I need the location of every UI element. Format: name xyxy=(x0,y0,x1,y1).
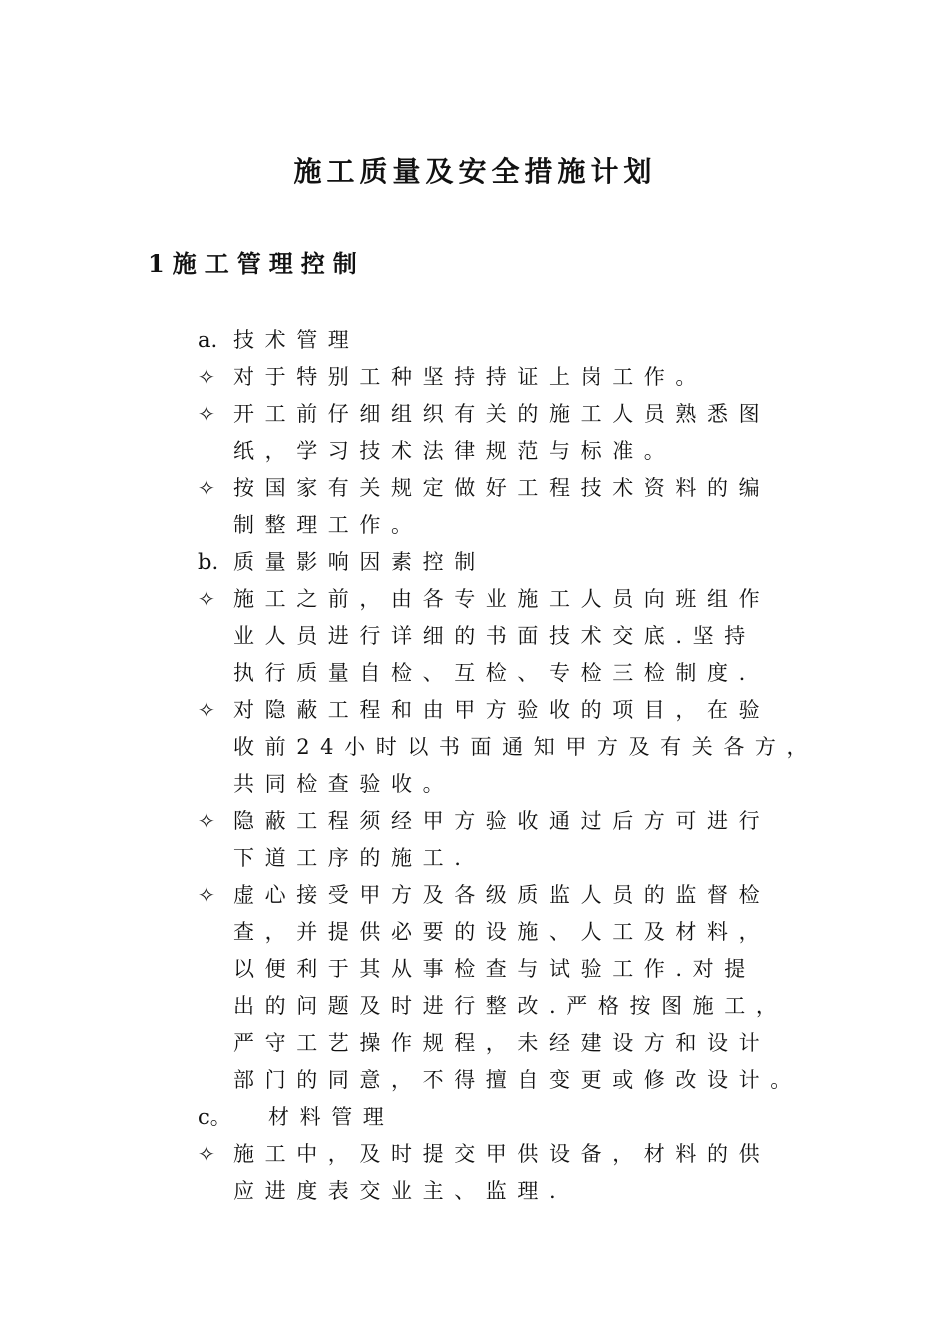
four-pointed-star-icon: ✧ xyxy=(198,587,215,611)
line-text: 共同检查验收。 xyxy=(233,772,455,796)
line-text: 部门的同意，不得擅自变更或修改设计。 xyxy=(233,1068,802,1092)
line-text: 对于特别工种坚持持证上岗工作。 xyxy=(233,365,707,389)
line-text: 执行质量自检、互检、专检三检制度. xyxy=(233,661,756,685)
four-pointed-star-icon: ✧ xyxy=(198,1142,215,1166)
line-text: 虚心接受甲方及各级质监人员的监督检 xyxy=(233,883,771,907)
line-text: 开工前仔细组织有关的施工人员熟悉图 xyxy=(233,402,771,426)
line-text: 应进度表交业主、监理. xyxy=(233,1179,567,1203)
subsection-title: 技术管理 xyxy=(233,328,360,352)
line-text: 下道工序的施工. xyxy=(233,846,472,870)
subsection-mark: a. xyxy=(198,328,218,352)
four-pointed-star-icon: ✧ xyxy=(198,883,215,907)
bullet-item xyxy=(198,803,838,840)
four-pointed-star-icon: ✧ xyxy=(198,402,215,426)
four-pointed-star-icon: ✧ xyxy=(198,476,215,500)
line-text: 纸，学习技术法律规范与标准。 xyxy=(233,439,676,463)
bullet-continuation xyxy=(198,655,838,692)
bullet-continuation xyxy=(198,951,838,988)
subsection-title: 质量影响因素控制 xyxy=(233,550,486,574)
bullet-item xyxy=(198,359,838,396)
bullet-continuation xyxy=(198,914,838,951)
four-pointed-star-icon: ✧ xyxy=(198,809,215,833)
four-pointed-star-icon: ✧ xyxy=(198,365,215,389)
document-body xyxy=(198,322,838,1210)
line-text: 业人员进行详细的书面技术交底.坚持 xyxy=(233,624,756,648)
line-text: 隐蔽工程须经甲方验收通过后方可进行 xyxy=(233,809,771,833)
bullet-item xyxy=(198,581,838,618)
subsection-mark: b. xyxy=(198,550,219,574)
bullet-continuation xyxy=(198,433,838,470)
line-text: 严守工艺操作规程，未经建设方和设计 xyxy=(233,1031,771,1055)
subsection-mark: c。 xyxy=(198,1105,231,1129)
line-text: 制整理工作。 xyxy=(233,513,423,537)
bullet-item xyxy=(198,692,838,729)
bullet-continuation xyxy=(198,840,838,877)
line-text: 查，并提供必要的设施、人工及材料， xyxy=(233,920,771,944)
bullet-continuation xyxy=(198,1062,838,1099)
bullet-item xyxy=(198,396,838,433)
document-title: 施工质量及安全措施计划 xyxy=(293,155,657,188)
line-text: 出的问题及时进行整改.严格按图施工， xyxy=(233,994,788,1018)
bullet-continuation xyxy=(198,729,838,766)
bullet-continuation xyxy=(198,766,838,803)
section-heading: 1施工管理控制 xyxy=(148,249,365,278)
bullet-continuation xyxy=(198,507,838,544)
bullet-item xyxy=(198,877,838,914)
line-text: 按国家有关规定做好工程技术资料的编 xyxy=(233,476,771,500)
subsection-heading xyxy=(198,544,838,581)
bullet-continuation xyxy=(198,1025,838,1062)
line-text: 施工中，及时提交甲供设备，材料的供 xyxy=(233,1142,771,1166)
bullet-item xyxy=(198,1136,838,1173)
bullet-item xyxy=(198,470,838,507)
bullet-continuation xyxy=(198,1173,838,1210)
subsection-heading xyxy=(198,322,838,359)
line-text: 施工之前，由各专业施工人员向班组作 xyxy=(233,587,771,611)
line-text: 对隐蔽工程和由甲方验收的项目，在验 xyxy=(233,698,771,722)
line-text: 收前24小时以书面通知甲方及有关各方， xyxy=(233,735,819,759)
line-text: 以便利于其从事检查与试验工作.对提 xyxy=(233,957,756,981)
bullet-continuation xyxy=(198,988,838,1025)
bullet-continuation xyxy=(198,618,838,655)
subsection-title: 材料管理 xyxy=(268,1105,395,1129)
subsection-heading xyxy=(198,1099,838,1136)
four-pointed-star-icon: ✧ xyxy=(198,698,215,722)
